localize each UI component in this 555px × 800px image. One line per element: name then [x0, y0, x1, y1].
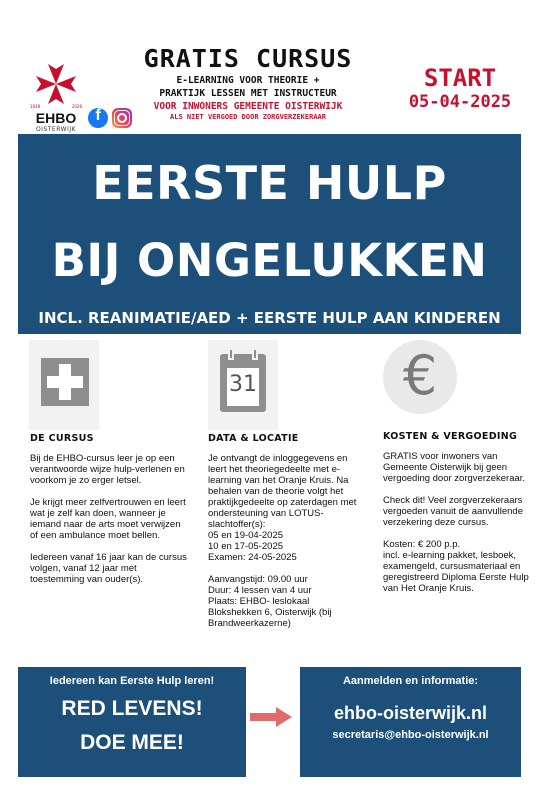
data-paragraph-1: Je ontvangt de inloggegevens en leert het theoriegedeelte met e-learning van het Oranje Kruis. Na behalen van de theorie volgt het praktijkgedeelte op zaterdagen met ondersteuning van LOTUS-slachtoffer(s): 05 en 19-04-2025 10 en 17-05-2025 Examen: 24-05-2025 [208, 453, 357, 563]
cta-line-2: DOE MEE! [80, 731, 184, 754]
logo-subtitle: OISTERWIJK [35, 126, 77, 133]
call-to-action-box [18, 667, 246, 777]
banner-title-1: EERSTE HULP [92, 156, 447, 210]
facebook-icon[interactable] [88, 108, 108, 128]
cta-line-1: RED LEVENS! [61, 697, 203, 720]
header-line-2: PRAKTIJK LESSEN MET INSTRUCTEUR [159, 88, 337, 99]
first-aid-icon [30, 340, 98, 430]
logo-years [30, 104, 82, 109]
arrow-right-icon [250, 707, 292, 727]
logo-year-start: 1928 [30, 104, 41, 109]
logo-year-end: 2028 [71, 104, 82, 109]
title-banner [18, 134, 521, 334]
data-heading: DATA & LOCATIE [208, 433, 299, 444]
contact-heading: Aanmelden en informatie: [342, 675, 479, 687]
euro-icon [383, 340, 458, 425]
banner-subtitle: INCL. REANIMATIE/AED + EERSTE HULP AAN KINDEREN [38, 309, 501, 327]
column-cursus [30, 433, 190, 596]
cursus-paragraph-3: Iedereen vanaf 16 jaar kan de cursus volgen, vanaf 12 jaar met toestemming van ouder(s). [30, 552, 187, 585]
start-date: 05-04-2025 [408, 92, 512, 112]
maltese-cross-icon [34, 62, 78, 106]
data-paragraph-2: Aanvangstijd: 09.00 uur Duur: 4 lessen van 4 uur Plaats: EHBO- leslokaal Blokshekken 6, Oisterwijk (bij Brandweerkazerne) [208, 574, 332, 629]
website-link[interactable]: ehbo-oisterwijk.nl [333, 703, 488, 723]
facebook-glyph: f [95, 107, 101, 124]
header-line-3: VOOR INWONERS GEMEENTE OISTERWIJK [153, 101, 343, 112]
euro-symbol: € [402, 344, 438, 407]
column-data-locatie [208, 433, 360, 640]
ehbo-logo [30, 62, 82, 136]
calendar-day: 31 [229, 372, 257, 397]
header-line-4: ALS NIET VERGOED DOOR ZORGVERZEKERAAR [170, 113, 326, 121]
kosten-paragraph-1: GRATIS voor inwoners van Gemeente Oisterwijk bij geen vergoeding door zorgverzekeraar. [383, 451, 526, 484]
header-line-1: E-LEARNING VOOR THEORIE + [176, 75, 320, 86]
kosten-paragraph-3: Kosten: € 200 p.p. incl. e-learning pakket, lesboek, examengeld, cursusmateriaal en geregistreerd Diploma Eerste Hulp van Het Oranje Kruis. [383, 539, 529, 594]
start-label: START [423, 64, 497, 92]
contact-info-box [300, 667, 521, 777]
cta-tagline: Iedereen kan Eerste Hulp leren! [49, 675, 215, 687]
email-link[interactable]: secretaris@ehbo-oisterwijk.nl [332, 729, 489, 741]
instagram-icon[interactable] [112, 108, 132, 128]
calendar-icon [208, 340, 278, 430]
cursus-paragraph-1: Bij de EHBO-cursus leer je op een verantwoorde wijze hulp-verlenen en voorkom je zo erger letsel. [30, 453, 185, 486]
header-title: GRATIS CURSUS [143, 44, 353, 73]
banner-title-2: BIJ ONGELUKKEN [51, 234, 488, 287]
kosten-paragraph-2: Check dit! Veel zorgverzekeraars vergoeden vanuit de aanvullende verzekering deze cursus. [383, 495, 523, 528]
logo-name: EHBO [35, 110, 77, 126]
cursus-heading: DE CURSUS [30, 433, 94, 444]
column-kosten [383, 431, 533, 605]
cursus-paragraph-2: Je krijgt meer zelfvertrouwen en leert wat je zelf kan doen, wanneer je iemand naar de arts moet verwijzen of een ambulance moet bellen. [30, 497, 186, 541]
kosten-heading: KOSTEN & VERGOEDING [383, 431, 518, 442]
